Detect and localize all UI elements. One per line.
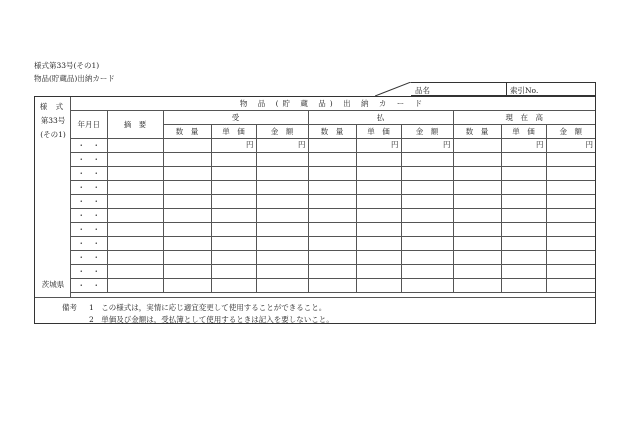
quantity-cell[interactable] [453, 167, 501, 181]
unit-price-cell[interactable] [356, 153, 401, 167]
prefecture-label: 茨城県 [41, 280, 65, 289]
unit-price-cell[interactable] [501, 181, 546, 195]
notes-section [35, 297, 595, 326]
amount-cell[interactable]: 円 [401, 139, 453, 153]
unit-price-cell[interactable] [501, 195, 546, 209]
date-cell[interactable]: ・ ・ [71, 251, 107, 265]
date-cell[interactable]: ・ ・ [71, 209, 107, 223]
ledger-table [71, 97, 595, 293]
amount-cell[interactable] [256, 167, 308, 181]
amount-cell[interactable] [256, 237, 308, 251]
table-title: 物 品 (貯 蔵 品) 出 納 カ ー ド [71, 97, 595, 111]
table-row [71, 265, 595, 279]
amount-cell[interactable]: 円 [256, 139, 308, 153]
unit-price-cell[interactable] [356, 181, 401, 195]
date-cell[interactable]: ・ ・ [71, 279, 107, 293]
unit-price-cell[interactable] [501, 237, 546, 251]
index-number-field[interactable] [506, 82, 596, 96]
table-row [71, 251, 595, 265]
table-row [71, 181, 595, 195]
amount-cell[interactable] [256, 265, 308, 279]
note-1: 1 この様式は，実情に応じ適宜変更して使用することができること。 [89, 303, 327, 312]
unit-price-cell[interactable] [356, 223, 401, 237]
unit-price-cell[interactable]: 円 [356, 139, 401, 153]
amount-cell[interactable] [401, 195, 453, 209]
table-row [71, 209, 595, 223]
quantity-cell[interactable] [453, 181, 501, 195]
receipt-header: 受 [163, 111, 308, 125]
date-cell[interactable]: ・ ・ [71, 195, 107, 209]
quantity-cell[interactable] [308, 223, 356, 237]
quantity-cell[interactable] [453, 153, 501, 167]
quantity-cell[interactable] [163, 251, 211, 265]
balance-amount-header: 金 額 [546, 125, 595, 139]
quantity-cell[interactable] [163, 223, 211, 237]
amount-cell[interactable] [401, 153, 453, 167]
note-2: 2 単価及び金額は，受払簿として使用するときは記入を要しないこと。 [89, 315, 334, 324]
table-row [71, 153, 595, 167]
amount-cell[interactable] [546, 167, 595, 181]
summary-cell[interactable] [107, 265, 163, 279]
amount-cell[interactable] [401, 251, 453, 265]
quantity-cell[interactable] [308, 153, 356, 167]
receipt-amount-header: 金 額 [256, 125, 308, 139]
amount-cell[interactable] [401, 237, 453, 251]
quantity-cell[interactable] [453, 265, 501, 279]
table-row [71, 223, 595, 237]
quantity-cell[interactable] [308, 181, 356, 195]
side-line-1: 様 式 [39, 102, 67, 111]
issue-quantity-header: 数 量 [308, 125, 356, 139]
amount-cell[interactable] [546, 209, 595, 223]
amount-cell[interactable] [256, 223, 308, 237]
unit-price-cell[interactable] [211, 167, 256, 181]
quantity-cell[interactable] [453, 251, 501, 265]
form-side-column [35, 97, 71, 297]
notes-label: 備考 [62, 303, 77, 312]
quantity-cell[interactable] [308, 209, 356, 223]
index-label: 索引No. [510, 86, 539, 95]
receipt-unit-price-header: 単 価 [211, 125, 256, 139]
amount-cell[interactable] [256, 209, 308, 223]
form-number: 様式第33号(その1) [34, 61, 100, 70]
table-row [71, 237, 595, 251]
summary-cell[interactable] [107, 251, 163, 265]
summary-cell[interactable] [107, 153, 163, 167]
amount-cell[interactable] [256, 195, 308, 209]
amount-cell[interactable]: 円 [546, 139, 595, 153]
unit-price-cell[interactable] [211, 223, 256, 237]
summary-cell[interactable] [107, 279, 163, 293]
amount-cell[interactable] [256, 153, 308, 167]
summary-cell[interactable] [107, 223, 163, 237]
quantity-cell[interactable] [163, 139, 211, 153]
amount-cell[interactable] [256, 279, 308, 293]
unit-price-cell[interactable] [501, 223, 546, 237]
quantity-cell[interactable] [453, 279, 501, 293]
unit-price-cell[interactable] [356, 279, 401, 293]
unit-price-cell[interactable] [211, 251, 256, 265]
item-name-field[interactable] [411, 82, 506, 96]
quantity-cell[interactable] [453, 223, 501, 237]
quantity-cell[interactable] [308, 265, 356, 279]
unit-price-cell[interactable] [501, 153, 546, 167]
date-cell[interactable]: ・ ・ [71, 237, 107, 251]
summary-cell[interactable] [107, 181, 163, 195]
summary-header: 摘 要 [107, 111, 163, 139]
amount-cell[interactable] [401, 223, 453, 237]
date-cell[interactable]: ・ ・ [71, 223, 107, 237]
date-cell[interactable]: ・ ・ [71, 181, 107, 195]
amount-cell[interactable] [401, 209, 453, 223]
summary-cell[interactable] [107, 139, 163, 153]
unit-price-cell[interactable] [211, 279, 256, 293]
date-cell[interactable]: ・ ・ [71, 265, 107, 279]
amount-cell[interactable] [401, 181, 453, 195]
amount-cell[interactable] [546, 181, 595, 195]
date-cell[interactable]: ・ ・ [71, 167, 107, 181]
table-row [71, 195, 595, 209]
quantity-cell[interactable] [163, 195, 211, 209]
amount-cell[interactable] [401, 167, 453, 181]
summary-cell[interactable] [107, 237, 163, 251]
unit-price-cell[interactable] [356, 167, 401, 181]
table-row [71, 279, 595, 293]
balance-header: 現 在 高 [453, 111, 595, 125]
form-title: 物品(貯蔵品)出納カード [34, 74, 115, 83]
amount-cell[interactable] [546, 237, 595, 251]
quantity-cell[interactable] [163, 265, 211, 279]
side-line-3: (その1) [40, 130, 66, 139]
receipt-quantity-header: 数 量 [163, 125, 211, 139]
diagonal-rule [375, 82, 411, 96]
unit-price-cell[interactable]: 円 [211, 139, 256, 153]
amount-cell[interactable] [546, 279, 595, 293]
unit-price-cell[interactable] [501, 251, 546, 265]
summary-cell[interactable] [107, 167, 163, 181]
unit-price-cell[interactable] [211, 195, 256, 209]
quantity-cell[interactable] [163, 153, 211, 167]
unit-price-cell[interactable] [356, 195, 401, 209]
issue-amount-header: 金 額 [401, 125, 453, 139]
amount-cell[interactable] [401, 265, 453, 279]
quantity-cell[interactable] [453, 195, 501, 209]
quantity-cell[interactable] [163, 209, 211, 223]
unit-price-cell[interactable] [501, 279, 546, 293]
unit-price-cell[interactable] [211, 265, 256, 279]
quantity-cell[interactable] [453, 209, 501, 223]
quantity-cell[interactable] [453, 237, 501, 251]
amount-cell[interactable] [546, 223, 595, 237]
side-line-2: 第33号 [40, 116, 66, 125]
quantity-cell[interactable] [163, 181, 211, 195]
amount-cell[interactable] [256, 251, 308, 265]
quantity-cell[interactable] [308, 237, 356, 251]
quantity-cell[interactable] [163, 279, 211, 293]
unit-price-cell[interactable] [501, 265, 546, 279]
unit-price-cell[interactable] [356, 209, 401, 223]
amount-cell[interactable] [546, 153, 595, 167]
unit-price-cell[interactable] [211, 237, 256, 251]
quantity-cell[interactable] [308, 167, 356, 181]
amount-cell[interactable] [546, 265, 595, 279]
balance-unit-price-header: 単 価 [501, 125, 546, 139]
issue-header: 払 [308, 111, 453, 125]
unit-price-cell[interactable] [356, 237, 401, 251]
unit-price-cell[interactable]: 円 [501, 139, 546, 153]
summary-cell[interactable] [107, 195, 163, 209]
date-header: 年月日 [71, 111, 107, 139]
balance-quantity-header: 数 量 [453, 125, 501, 139]
quantity-cell[interactable] [453, 139, 501, 153]
amount-cell[interactable] [546, 251, 595, 265]
unit-price-cell[interactable] [356, 251, 401, 265]
quantity-cell[interactable] [163, 237, 211, 251]
quantity-cell[interactable] [308, 251, 356, 265]
date-cell[interactable]: ・ ・ [71, 139, 107, 153]
ledger-form [34, 96, 596, 324]
date-cell[interactable]: ・ ・ [71, 153, 107, 167]
unit-price-cell[interactable] [356, 265, 401, 279]
unit-price-cell[interactable] [501, 209, 546, 223]
table-row [71, 139, 595, 153]
quantity-cell[interactable] [308, 139, 356, 153]
amount-cell[interactable] [256, 181, 308, 195]
amount-cell[interactable] [401, 279, 453, 293]
issue-unit-price-header: 単 価 [356, 125, 401, 139]
quantity-cell[interactable] [163, 167, 211, 181]
item-name-label: 品名 [415, 86, 430, 95]
unit-price-cell[interactable] [211, 181, 256, 195]
summary-cell[interactable] [107, 209, 163, 223]
unit-price-cell[interactable] [211, 153, 256, 167]
table-row [71, 167, 595, 181]
unit-price-cell[interactable] [501, 167, 546, 181]
quantity-cell[interactable] [308, 279, 356, 293]
quantity-cell[interactable] [308, 195, 356, 209]
amount-cell[interactable] [546, 195, 595, 209]
unit-price-cell[interactable] [211, 209, 256, 223]
